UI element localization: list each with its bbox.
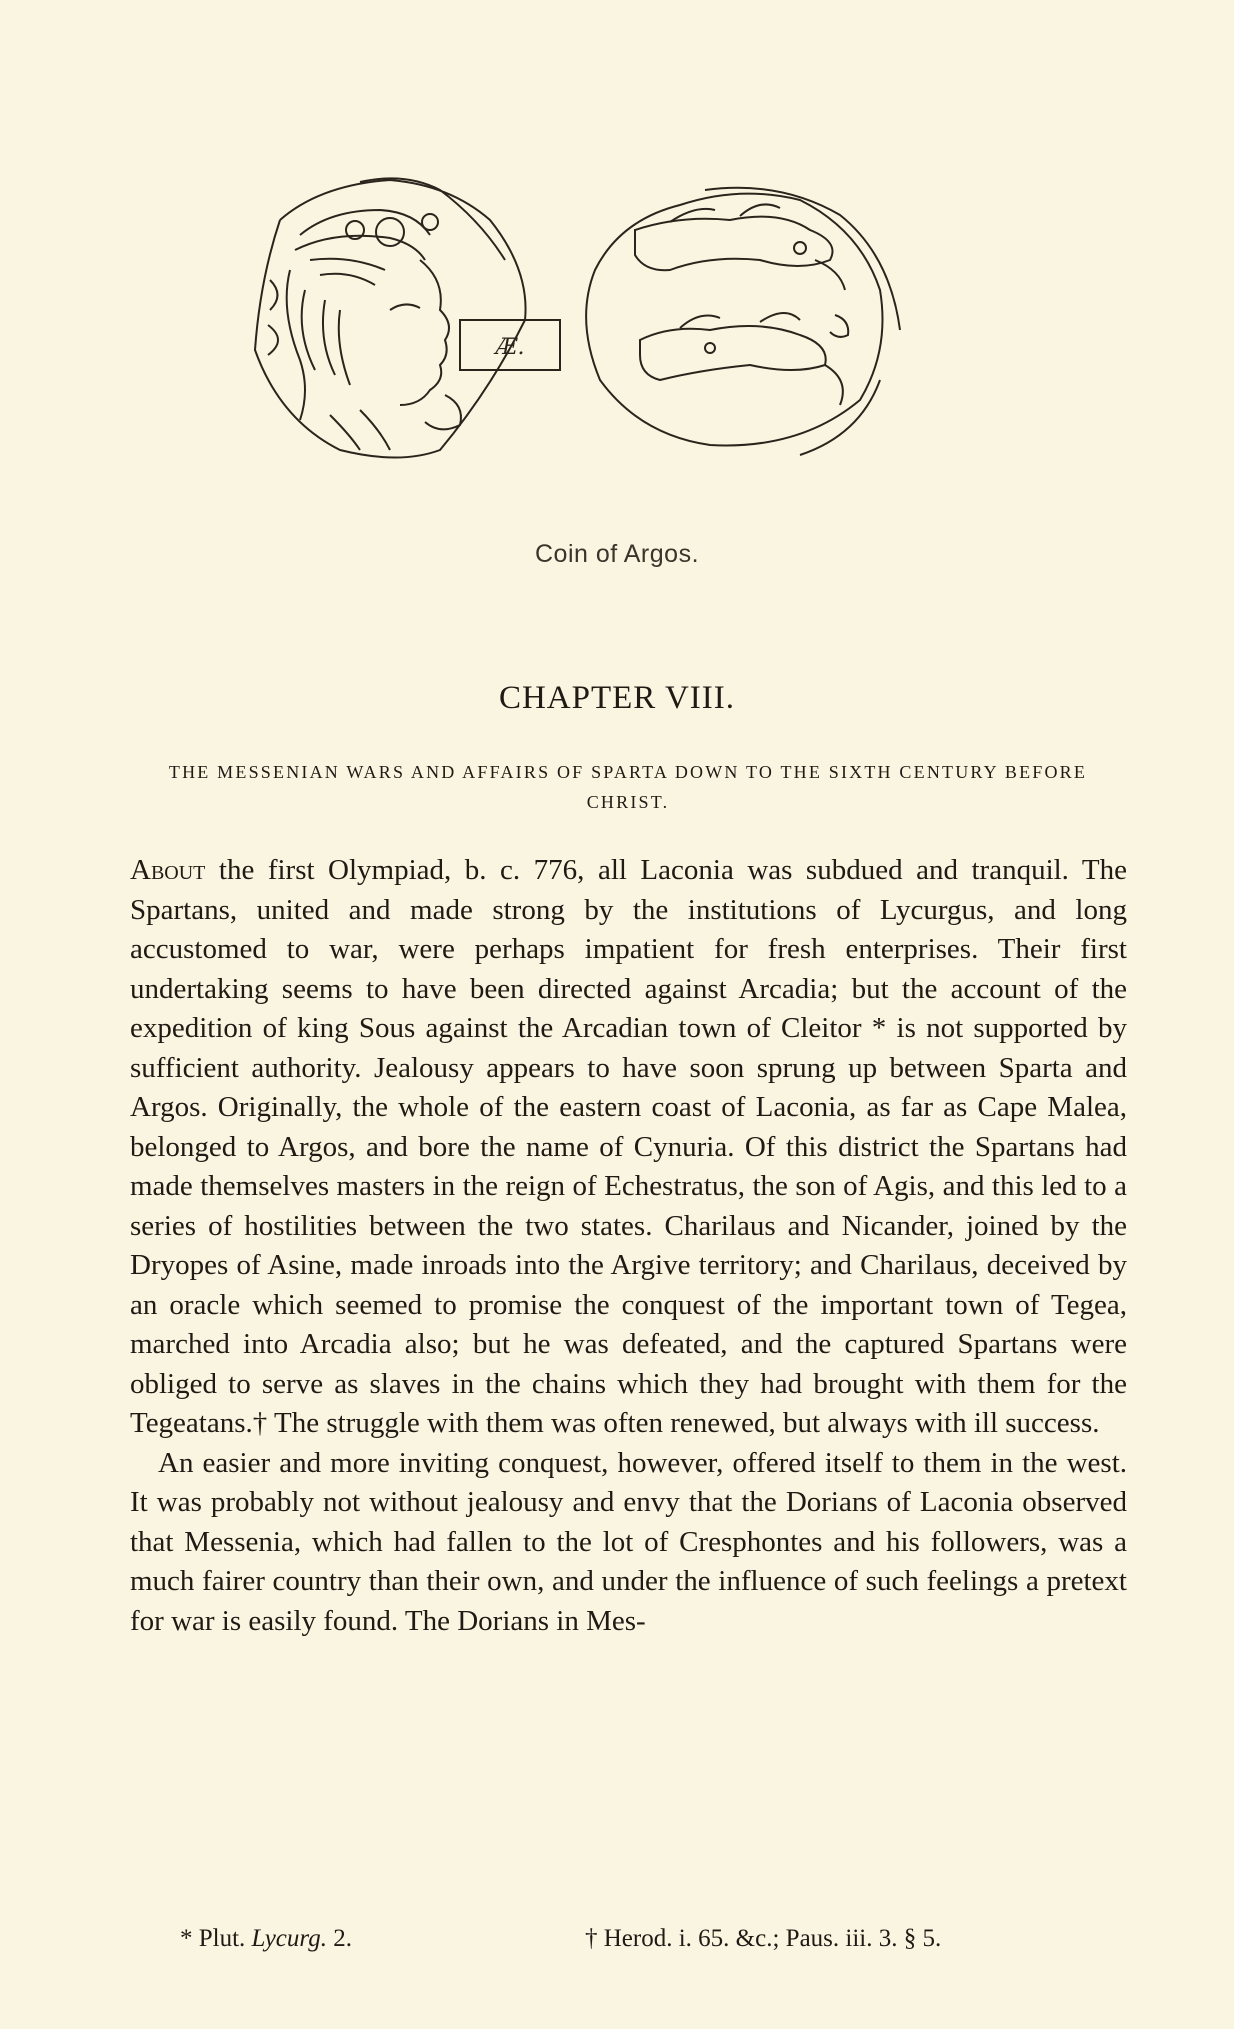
paragraph [130,1444,1127,1642]
paragraph [130,851,1127,1444]
footnote [585,1925,941,1953]
footnote [180,1925,352,1953]
paragraph-lead-word: About [130,854,206,886]
footnote-italic: Lycurg. [251,1925,327,1952]
coin-reverse-dolphins [586,188,900,455]
footnote-text-end: 2. [326,1925,352,1952]
footnote-mark: * [180,1925,193,1952]
paragraph-text: An easier and more inviting conquest, however, offered itself to them in the west. It was probably not without jealousy and envy that the Dorians of Laconia observed that Messenia, which had fallen to the lot of Cresphontes and his followers, was a much fairer country than their own, and under the influence of such feelings a pretext for war is easily found. The Dorians in Mes- [130,1446,1127,1637]
figure-caption: Coin of Argos. [534,540,700,568]
body-text [130,851,1127,1641]
coin-legend: Æ. [495,335,525,360]
footnotes [180,1925,1110,1965]
footnote-mark: † [585,1925,598,1952]
footnote-text: Herod. i. 65. &c.; Paus. iii. 3. § 5. [603,1925,942,1952]
footnote-text: Plut. [198,1925,252,1952]
chapter-title: CHAPTER VIII. [498,680,736,716]
coin-obverse-head [255,178,526,457]
coin-illustration [240,160,1010,515]
chapter-subtitle: THE MESSENIAN WARS AND AFFAIRS OF SPARTA DOWN TO THE SIXTH CENTURY BEFORE CHRIST. [168,762,1088,812]
paragraph-text: the first Olympiad, b. c. 776, all Laconia was subdued and tranquil. The Spartans, united and made strong by the institutions of Lycurgus, and long accustomed to war, were perhaps impatient for fresh enterprises. Their first undertaking seems to have been directed against Arcadia; but the account of the expedition of king Sous against the Arcadian town of Cleitor * is not supported by sufficient authority. Jealousy appears to have soon sprung up between Sparta and Argos. Originally, the whole of the eastern coast of Laconia, as far as Cape Malea, belonged to Argos, and bore the name of Cynuria. Of this district the Spartans had made themselves masters in the reign of Echestratus, the son of Agis, and this led to a series of hostilities between the two states. Charilaus and Nicander, joined by the Dryopes of Asine, made inroads into the Argive territory; and Charilaus, deceived by an oracle which seemed to promise the conquest of the important town of Tegea, marched into Arcadia also; but he was defeated, and the captured Spartans were obliged to serve as slaves in the chains which they had brought with them for the Tegeatans.† The struggle with them was often renewed, but always with ill success. [130,854,1127,1439]
